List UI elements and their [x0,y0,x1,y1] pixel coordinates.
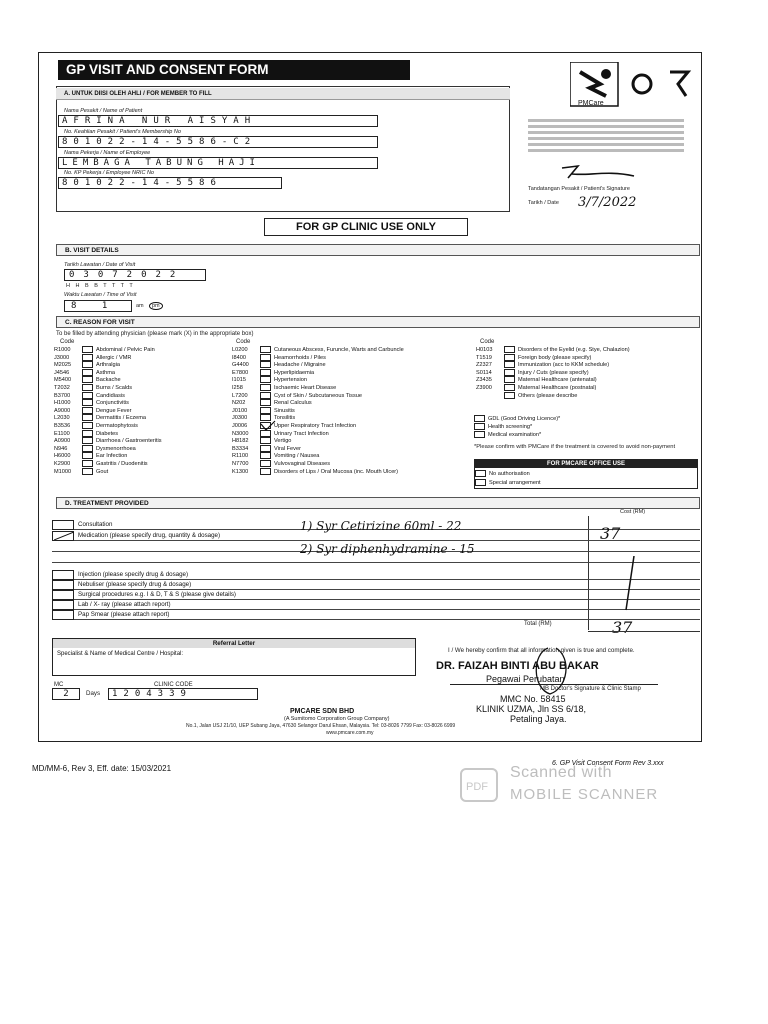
brand-text: PMCare [578,100,604,107]
reason-code: M5400 [54,377,72,384]
employee-field[interactable] [58,157,378,169]
nric-value: 801022-14-5586 [62,178,222,188]
lab-checkbox[interactable] [52,600,74,610]
reason-code: L2030 [54,415,70,422]
reason-label: Hyperlipidaemia [274,369,315,376]
reason-code: M1000 [54,468,72,475]
patient-name-field[interactable] [58,115,378,127]
membership-label: No. Keahlian Pesakit / Patient's Membership No [64,129,181,135]
reason-code: T2032 [54,384,70,391]
employee-value: LEMBAGA TABUNG HAJI [62,158,260,168]
reason-label: Burns / Scalds [96,384,133,391]
medication-check-icon [54,532,74,540]
reason-label: Upper Respiratory Tract Infection [274,422,357,429]
reason-code: H8182 [232,438,249,445]
option-label: Health screening* [488,423,533,430]
doctor-sign-caption: MB Doctor's Signature & Clinic Stamp [540,686,641,692]
reason-row[interactable] [54,468,108,476]
reason-checkbox[interactable] [504,392,515,399]
reason-label: Vertigo [274,438,292,445]
reason-checkbox[interactable] [260,369,271,376]
reason-checkbox[interactable] [82,346,93,353]
reason-code: H1000 [54,400,71,407]
reason-checkbox[interactable] [260,468,271,475]
pap-checkbox[interactable] [52,610,74,620]
sign-date-label: Tarikh / Date [528,200,559,206]
reason-label: Asthma [96,369,115,376]
gdl-items-item[interactable] [474,431,541,439]
option-checkbox[interactable] [474,415,485,422]
reason-code: I8400 [232,354,246,361]
nric-label: No. KP Pekerja / Employee NRIC No [64,170,154,176]
date-format-hint: H H B B T T T T [66,283,135,289]
reason-code: S0114 [476,369,492,376]
total-label: Total (RM) [524,621,552,627]
svg-text:PDF: PDF [466,781,488,793]
reason-code: N7700 [232,460,249,467]
medication-line-1: 1) Syr Cetirizine 60ml - 22 [300,519,462,533]
reason-label: Arthralgia [96,362,120,369]
option-checkbox[interactable] [474,431,485,438]
reason-code: T1519 [476,354,492,361]
gdl-note: *Please confirm with PMCare if the treatment is covered to avoid non-payment [474,444,676,450]
visit-time-field[interactable] [64,300,132,312]
patient-sign-caption: Tandatangan Pesakit / Patient's Signature [528,186,630,192]
reason-label: Gastritis / Duodenitis [96,460,148,467]
stamp-name: DR. FAIZAH BINTI ABU BAKAR [436,660,599,672]
days-label: Days [86,690,101,697]
medication-cost: 37 [600,524,621,543]
watermark-line-2: MOBILE SCANNER [510,786,659,803]
lab-label: Lab / X- ray (please attach report) [78,601,171,608]
mc-field[interactable] [52,688,80,700]
medication-line-2: 2) Syr diphenhydramine - 15 [300,542,475,556]
membership-field[interactable] [58,136,378,148]
option-label: Medical examination* [488,431,542,438]
watermark-line-1: Scanned with [510,764,613,781]
reason-checkbox[interactable] [260,452,271,459]
company-address: No.1, Jalan USJ 21/10, UEP Subang Jaya, 47630 Selangor Darul Ehsan, Malaysia. Tel: 03-8026 7799 Fax: 03-8026 6999 [186,723,456,729]
cost-header: Cost (RM) [620,509,646,515]
visit-date-label: Tarikh Lawatan / Date of Visit [64,262,136,268]
reason-checkbox[interactable] [82,452,93,459]
option-checkbox[interactable] [474,423,485,430]
reason-checkbox[interactable] [260,354,271,361]
section-c-header: C. REASON FOR VISIT [56,316,700,328]
reason-checkbox[interactable] [260,407,271,414]
section-a-header: A. UNTUK DIISI OLEH AHLI / FOR MEMBER TO FILL [56,88,510,100]
reason-checkbox[interactable] [260,437,271,444]
reason-checkbox[interactable] [82,369,93,376]
referral-header: Referral Letter [53,639,415,648]
reason-checkbox[interactable] [82,392,93,399]
patient-name-label: Nama Pesakit / Name of Patient [64,108,143,114]
nebuliser-checkbox[interactable] [52,580,74,590]
reason-code: K1300 [232,468,249,475]
reason-code: M2025 [54,362,72,369]
reason-checkbox[interactable] [82,430,93,437]
stamp-mmc: MMC No. 58415 [500,694,566,704]
reason-checkbox[interactable] [260,346,271,353]
gdl-box [474,413,694,459]
reason-label: Urinary Tract Infection [274,430,329,437]
consultation-checkbox[interactable] [52,520,74,530]
code-header-2: Code [236,339,251,345]
mc-value: 2 [63,689,69,699]
reason-row[interactable] [232,468,398,476]
reason-label: Tonsilitis [274,415,296,422]
reason-label: Maternal Healthcare (antenatal) [518,377,597,384]
reason-code: J0300 [232,415,248,422]
reason-label: Dengue Fever [96,407,132,414]
reason-code: E1100 [54,430,70,437]
reason-label: Cutaneous Abscess, Furuncle, Warts and Carbuncle [274,346,404,353]
reason-instruction: To be filled by attending physician (please mark (X) in the appropriate box) [56,331,254,337]
logo-area [570,62,698,108]
reason-code: L0200 [232,346,248,353]
reason-checkbox[interactable] [82,376,93,383]
reason-checkbox[interactable] [82,407,93,414]
employee-label: Nama Pekerja / Name of Employee [64,150,151,156]
surgical-label: Surgical procedures e.g. I & D, T & S (please give details) [78,591,236,598]
reason-checkbox[interactable] [260,384,271,391]
reason-code: K2900 [54,460,71,467]
reason-checkbox[interactable] [504,346,515,353]
reason-checkbox[interactable] [504,369,515,376]
stamp-clinic: KLINIK UZMA, Jln SS 6/18, [476,704,587,714]
reason-label: Viral Fever [274,445,301,452]
am-label[interactable]: am [136,303,144,309]
reason-checkbox[interactable] [260,392,271,399]
option-label: No authorisation [489,470,530,477]
nric-field[interactable] [58,177,282,189]
reason-checkbox[interactable] [82,437,93,444]
reason-label: Diarrhoea / Gastroenteritis [96,438,162,445]
reason-label: Heamorrhoids / Piles [274,354,326,361]
reason-row[interactable] [476,392,577,400]
pm-label[interactable]: pm [149,302,163,310]
reason-code: N946 [54,445,68,452]
reason-label: Dermatophytosis [96,422,138,429]
cost-strike-icon [620,556,640,612]
reason-code: R1100 [232,453,249,460]
reason-label: Cyst of Skin / Subcutaneous Tissue [274,392,362,399]
option-checkbox[interactable] [475,479,486,486]
stamp-title: Pegawai Perubatan [486,674,565,684]
code-header-3: Code [480,339,495,345]
reason-label: Ischaemic Heart Disease [274,384,337,391]
reason-code: G4400 [232,362,249,369]
reason-code: Z3435 [476,377,492,384]
reason-label: Conjunctivitis [96,400,129,407]
referral-label[interactable]: Specialist & Name of Medical Centre / Hospital: [57,651,184,657]
reason-checkbox[interactable] [504,354,515,361]
reason-label: Gout [96,468,109,475]
reason-label: Hypertension [274,377,307,384]
company-web: www.pmcare.com.my [326,730,374,736]
reason-checkbox[interactable] [260,445,271,452]
form-title: GP VISIT AND CONSENT FORM [58,60,410,80]
reason-label: Diabetes [96,430,119,437]
mc-label: MC [54,682,64,688]
reason-checkbox[interactable] [82,354,93,361]
nebuliser-row [52,580,700,590]
reason-code: I258 [232,384,243,391]
company-subtitle: (A Sumitomo Corporation Group Company) [284,716,390,722]
doctor-signature-icon [528,644,576,698]
reason-label: Others (please describe [518,392,578,399]
reason-label: Vomiting / Nausea [274,453,320,460]
reason-code: N3000 [232,430,249,437]
surgical-checkbox[interactable] [52,590,74,600]
reason-checkbox[interactable] [260,376,271,383]
section-a-box [56,86,510,212]
visit-date-field[interactable] [64,269,206,281]
injection-row [52,570,700,580]
company-name: PMCARE SDN BHD [290,708,355,715]
injection-label: Injection (please specify drug & dosage) [78,571,189,578]
reason-checkbox[interactable] [504,384,515,391]
medication-label: Medication (please specify drug, quantity & dosage) [78,532,221,539]
visit-time-label: Waktu Lawatan / Time of Visit [64,292,137,298]
reason-code: H6000 [54,453,71,460]
reason-label: Candidiasis [96,392,125,399]
reason-label: Injury / Cuts (please specify) [518,369,589,376]
option-label: GDL (Good Driving Licence)* [488,415,561,422]
office-items-item[interactable] [475,479,541,487]
pdf-scanner-icon [458,766,502,804]
code-header-1: Code [60,339,75,345]
reason-checkbox[interactable] [260,399,271,406]
surgical-row [52,590,700,600]
reason-code: B3700 [54,392,71,399]
reason-label: Abdominal / Pelvic Pain [96,346,155,353]
clinic-code-label: CLINIC CODE [154,682,193,688]
reason-code: R1000 [54,346,71,353]
reason-checkbox[interactable] [82,384,93,391]
clinic-code-field[interactable] [108,688,258,700]
reason-code: E7800 [232,369,249,376]
confirmation-text: I / We hereby confirm that all information given is true and complete. [448,647,635,654]
reason-label: Headache / Migraine [274,362,326,369]
reason-code: L7200 [232,392,248,399]
reason-checkbox[interactable] [82,468,93,475]
reason-label: Immunization (acc to KKM schedule) [518,362,610,369]
reason-checkbox[interactable] [82,422,93,429]
urti-check-icon [260,420,276,432]
reason-code: Z3900 [476,384,492,391]
reason-code: J3000 [54,354,70,361]
reason-code: N202 [232,400,246,407]
reason-checkbox[interactable] [82,361,93,368]
consent-text [528,116,698,155]
reason-label: Backache [96,377,121,384]
reason-code: I1015 [232,377,246,384]
reason-label: Dermatitis / Eczema [96,415,147,422]
reason-code: J4546 [54,369,70,376]
reason-label: Allergic / VMR [96,354,132,361]
office-use-header: FOR PMCARE OFFICE USE [475,460,697,468]
office-use-box [474,459,698,489]
lab-row [52,600,700,610]
reason-code: Z2327 [476,362,492,369]
patient-name-value: AFRINA NUR AISYAH [62,116,257,126]
reason-label: Sinusitis [274,407,295,414]
reason-label: Ear Infection [96,453,128,460]
pap-label: Pap Smear (please attach report) [78,611,170,618]
reason-code: H0103 [476,346,493,353]
reason-checkbox[interactable] [82,460,93,467]
consultation-label: Consultation [78,521,113,528]
reason-checkbox[interactable] [504,376,515,383]
section-b-header: B. VISIT DETAILS [56,244,700,256]
reason-label: Disorders of Lips / Oral Mucosa (inc. Mouth Ulcer) [274,468,399,475]
reason-checkbox[interactable] [82,399,93,406]
injection-checkbox[interactable] [52,570,74,580]
reason-label: Disorders of the Eyelid (e.g. Stye, Chalazion) [518,346,630,353]
pap-row [52,610,700,620]
total-underline [588,631,700,632]
reason-label: Dysmenorrhoea [96,445,136,452]
option-label: Special arrangement [489,479,541,486]
reason-code: B3334 [232,445,249,452]
reason-code: J0100 [232,407,248,414]
doc-reference: MD/MM-6, Rev 3, Eff. date: 15/03/2021 [32,764,172,773]
referral-box [52,638,416,676]
doc-name: 6. GP Visit Consent Form Rev 3.xxx [552,760,664,767]
reason-label: Foreign body (please specify) [518,354,592,361]
medication-line-row-3 [52,553,700,563]
medication-checkbox[interactable] [52,531,74,541]
reason-code: A0900 [54,438,71,445]
section-d-header: D. TREATMENT PROVIDED [56,497,700,509]
clinic-use-banner: FOR GP CLINIC USE ONLY [264,218,468,236]
sign-date-value: 3/7/2022 [578,195,637,210]
reason-code: J0006 [232,422,248,429]
reason-checkbox[interactable] [82,445,93,452]
visit-date-value: 03072022 [69,270,185,280]
reason-label: Renal Calculus [274,400,312,407]
reason-code: B3536 [54,422,71,429]
office-items-item[interactable] [475,470,530,478]
reason-checkbox[interactable] [260,460,271,467]
patient-signature-icon [558,162,638,184]
reason-code: A9000 [54,407,71,414]
reason-checkbox[interactable] [82,414,93,421]
visit-time-value: 8 1 [71,301,118,311]
reason-label: Maternal Healthcare (postnatal) [518,384,597,391]
reason-checkbox[interactable] [504,361,515,368]
stamp-city: Petaling Jaya. [510,714,567,724]
total-value: 37 [612,618,633,637]
nebuliser-label: Nebuliser (please specify drug & dosage) [78,581,192,588]
clinic-code-value: 1204339 [112,689,192,699]
reason-checkbox[interactable] [260,361,271,368]
membership-value: 801022-14-5586-C2 [62,137,257,147]
option-checkbox[interactable] [475,470,486,477]
reason-label: Vulvovaginal Diseases [274,460,331,467]
